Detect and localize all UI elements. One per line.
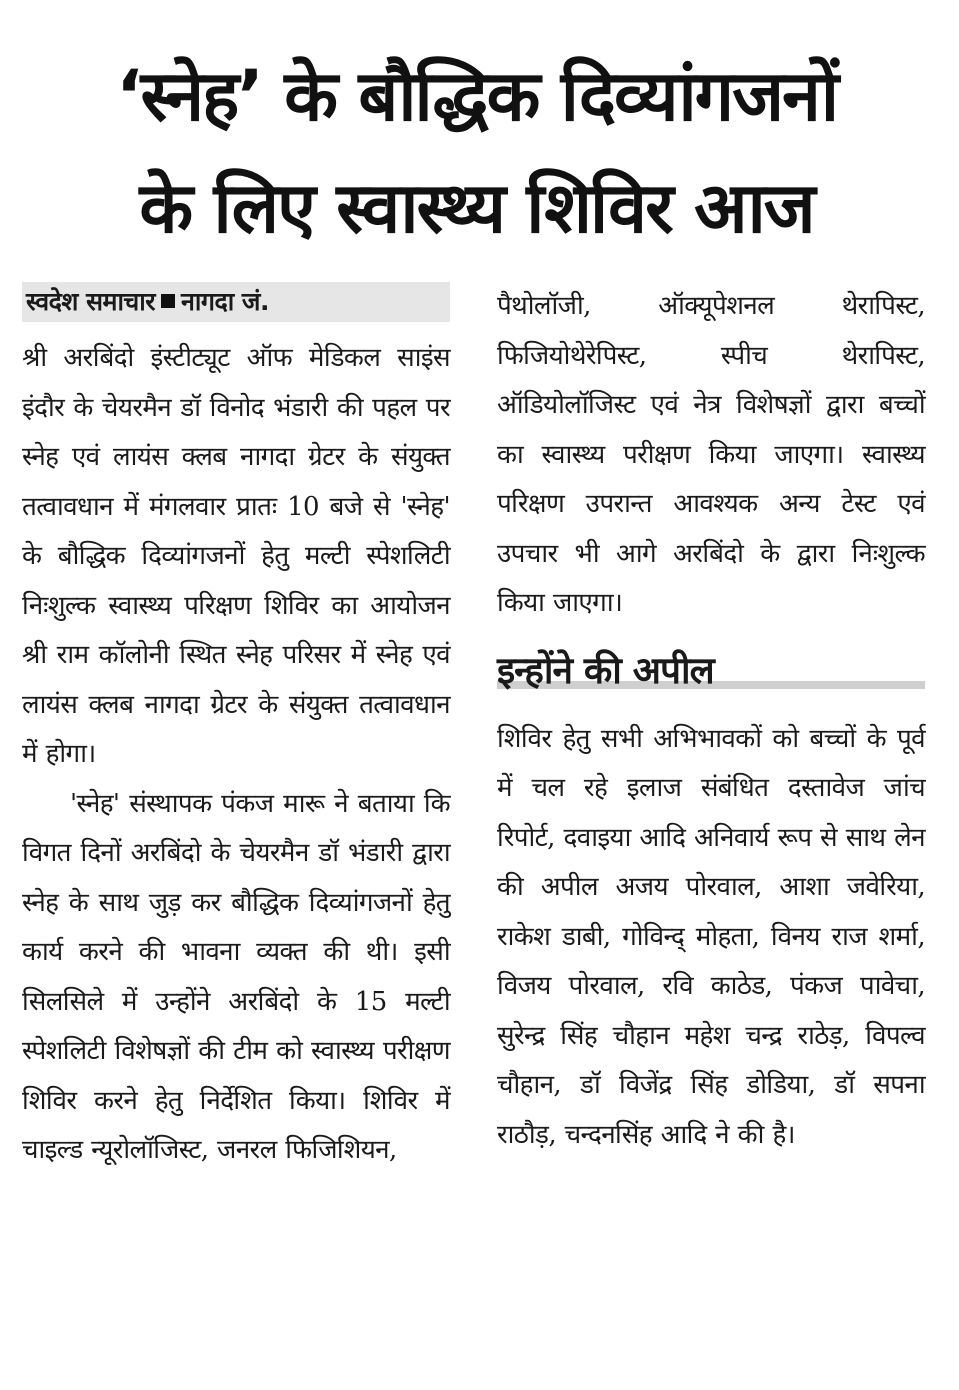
headline-line-1: ‘स्नेह’ के बौद्धिक दिव्यांगजनों bbox=[115, 55, 838, 137]
dateline-source: स्वदेश समाचार bbox=[26, 287, 156, 316]
square-bullet-icon bbox=[161, 294, 175, 308]
subheading bbox=[497, 635, 925, 707]
paragraph-3: पैथोलॉजी, ऑक्यूपेशनल थेरापिस्ट, फिजियोथेरेपिस्ट, स्पीच थेरापिस्ट, ऑडियोलॉजिस्ट एवं नेत्र विशेषज्ञों द्वारा बच्चों का स्वास्थ्य परीक्षण किया जाएगा। स्वास्थ्य परिक्षण उपरान्त आवश्यक अन्य टेस्ट एवं उपचार भी आगे अरबिंदो के द्वारा निःशुल्क किया जाएगा। bbox=[497, 291, 925, 618]
article-columns bbox=[22, 282, 925, 1176]
column-right bbox=[497, 282, 925, 1176]
dateline bbox=[22, 282, 450, 322]
dateline-place: नागदा जं. bbox=[181, 287, 269, 316]
column-left bbox=[22, 282, 450, 1176]
headline bbox=[22, 0, 931, 264]
paragraph-1: श्री अरबिंदो इंस्टीट्यूट ऑफ मेडिकल साइंस इंदौर के चेयरमैन डॉ विनोद भंडारी की पहल पर स्नेह एवं लायंस क्लब नागदा ग्रेटर के संयुक्त तत्वावधान में मंगलवार प्रातः 10 बजे से 'स्नेह' के बौद्धिक दिव्यांगजनों हेतु मल्टी स्पेशलिटी निःशुल्क स्वास्थ्य परिक्षण शिविर का आयोजन श्री राम कॉलोनी स्थित स्नेह परिसर में स्नेह एवं लायंस क्लब नागदा ग्रेटर के संयुक्त तत्वावधान में होगा। bbox=[22, 343, 450, 769]
paragraph-2: 'स्नेह' संस्थापक पंकज मारू ने बताया कि विगत दिनों अरबिंदो के चेयरमैन डॉ भंडारी द्वारा स्नेह के साथ जुड़ कर बौद्धिक दिव्यांगजनों हेतु कार्य करने की भावना व्यक्त की थी। इसी सिलसिले में उन्होंने अरबिंदो के 15 मल्टी स्पेशलिटी विशेषज्ञों की टीम को स्वास्थ्य परीक्षण शिविर करने हेतु निर्देशित किया। शिविर में चाइल्ड न्यूरोलॉजिस्ट, जनरल फिजिशियन, bbox=[22, 788, 450, 1165]
subheading-text: इन्होंने की अपील bbox=[497, 648, 714, 692]
paragraph-4: शिविर हेतु सभी अभिभावकों को बच्चों के पूर्व में चल रहे इलाज संबंधित दस्तावेज जांच रिपोर्ट, दवाइया आदि अनिवार्य रूप से साथ लेन की अपील अजय पोरवाल, आशा जवेरिया, राकेश डाबी, गोविन्द् मोहता, विनय राज शर्मा, विजय पोरवाल, रवि काठेड, पंकज पावेचा, सुरेन्द्र सिंह चौहान महेश चन्द्र राठेड़, विपल्व चौहान, डॉ विजेंद्र सिंह डोडिया, डॉ सपना राठौड़, चन्दनसिंह आदि ने की है। bbox=[497, 723, 925, 1150]
headline-line-2: के लिए स्वास्थ्य शिविर आज bbox=[139, 167, 814, 249]
